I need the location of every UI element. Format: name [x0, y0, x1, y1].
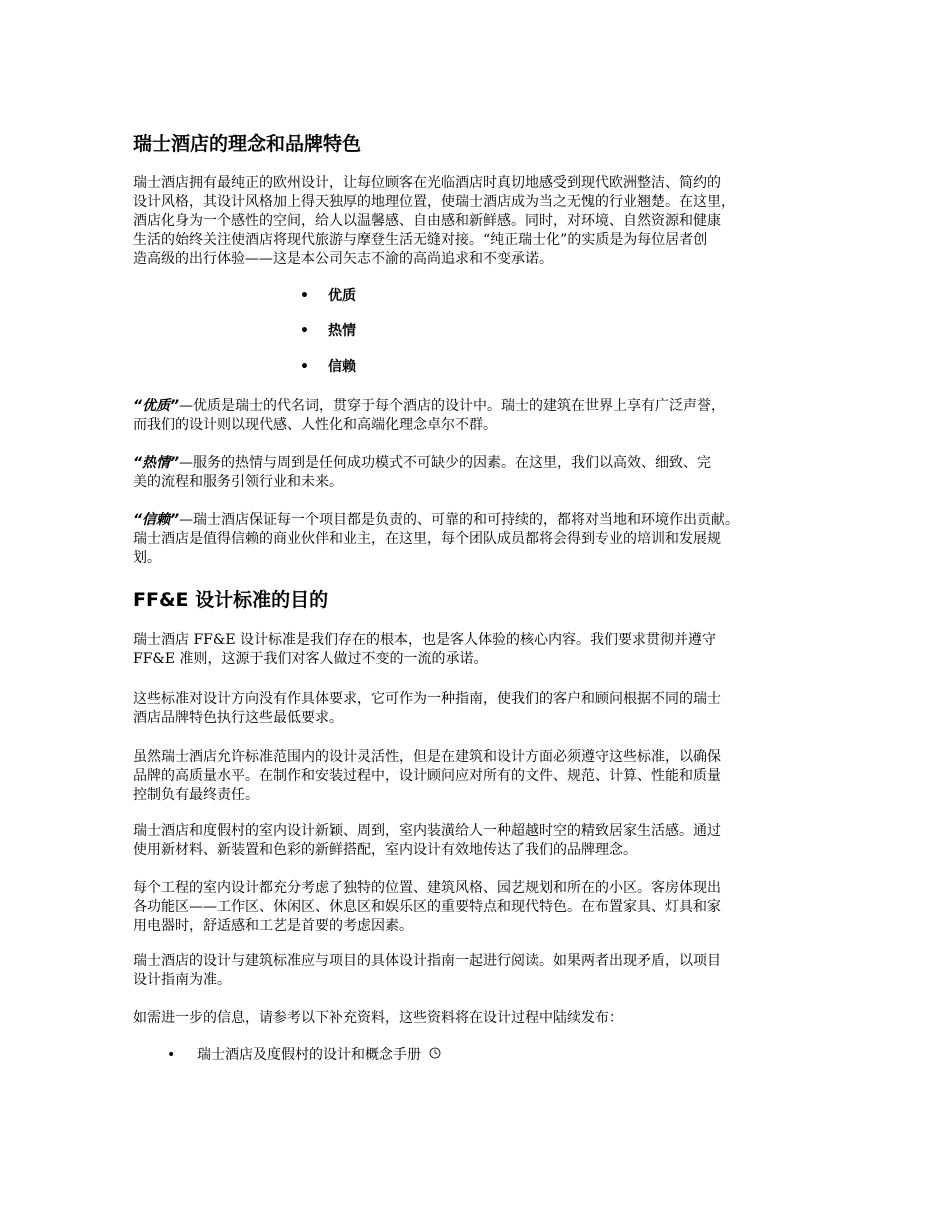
bullet-dot: • — [300, 288, 309, 304]
bullet-item — [300, 321, 356, 341]
text-line: 划。 — [133, 550, 161, 566]
reference-item[interactable] — [167, 1045, 441, 1065]
body-paragraph — [133, 952, 833, 990]
text-line: 控制负有最终责任。 — [133, 787, 259, 803]
value-lead: “优质” — [133, 398, 180, 414]
bullet-item — [300, 286, 356, 306]
section-title-ffe: FF&E 设计标准的目的 — [133, 589, 329, 611]
bullet-dot: • — [167, 1047, 176, 1063]
text-line: 设计指南为准。 — [133, 972, 231, 988]
body-paragraph — [133, 822, 833, 860]
value-paragraph-trust — [133, 511, 833, 568]
text-line: 而我们的设计则以现代感、人性化和高端化理念卓尔不群。 — [133, 417, 497, 433]
body-paragraph — [133, 631, 833, 669]
body-paragraph — [133, 748, 833, 805]
section-title-brand: 瑞士酒店的理念和品牌特色 — [133, 133, 362, 155]
text-line — [133, 511, 833, 530]
intro-paragraph — [133, 174, 833, 269]
body-paragraph — [133, 690, 833, 728]
bullet-label: 优质 — [328, 288, 356, 304]
text-line — [133, 454, 833, 473]
value-lead: “信赖” — [133, 512, 180, 528]
value-text: —瑞士酒店保证每一个项目都是负责的、可靠的和可持续的，都将对当地和环境作出贡献。 — [179, 512, 740, 528]
text-line: 使用新材料、新装置和色彩的新鲜搭配，室内设计有效地传达了我们的品牌理念。 — [133, 842, 637, 858]
text-line: 虽然瑞士酒店允许标准范围内的设计灵活性，但是在建筑和设计方面必须遵守这些标准，以确保 — [133, 749, 721, 765]
text-line: 每个工程的室内设计都充分考虑了独特的位置、建筑风格、园艺规划和所在的小区。客房体现出 — [133, 880, 721, 896]
value-paragraph-quality — [133, 397, 833, 435]
text-line: 如需进一步的信息，请参考以下补充资料，这些资料将在设计过程中陆续发布： — [133, 1010, 623, 1026]
text-line: 酒店化身为一个感性的空间，给人以温馨感、自由感和新鲜感。同时，对环境、自然资源和健康 — [133, 213, 721, 229]
text-line: 瑞士酒店 FF&E 设计标准是我们存在的根本，也是客人体验的核心内容。我们要求贯彻并遵守 — [133, 632, 717, 648]
text-line: 品牌的高质量水平。在制作和安装过程中，设计顾问应对所有的文件、规范、计算、性能和质量 — [133, 768, 721, 784]
text-line: 瑞士酒店拥有最纯正的欧州设计，让每位顾客在光临酒店时真切地感受到现代欧洲整洁、简约的 — [133, 175, 721, 191]
bullet-dot: • — [300, 359, 309, 375]
text-line: 生活的始终关注使酒店将现代旅游与摩登生活无缝对接。“纯正瑞士化”的实质是为每位居者创 — [133, 232, 708, 248]
text-line: 设计风格，其设计风格加上得天独厚的地理位置，使瑞士酒店成为当之无愧的行业翘楚。在这里， — [133, 194, 735, 210]
text-line: 瑞士酒店和度假村的室内设计新颖、周到，室内装潢给人一种超越时空的精致居家生活感。通过 — [133, 823, 721, 839]
bullet-label: 热情 — [328, 323, 356, 339]
body-paragraph — [133, 1009, 833, 1028]
text-line: FF&E 准则，这源于我们对客人做过不变的一流的承诺。 — [133, 651, 488, 667]
text-line: 瑞士酒店的设计与建筑标准应与项目的具体设计指南一起进行阅读。如果两者出现矛盾，以项目 — [133, 953, 721, 969]
text-line: 瑞士酒店是值得信赖的商业伙伴和业主，在这里，每个团队成员都将会得到专业的培训和发展规 — [133, 531, 721, 547]
body-paragraph — [133, 879, 833, 936]
value-paragraph-warmth — [133, 454, 833, 492]
text-line — [133, 397, 833, 416]
text-line: 这些标准对设计方向没有作具体要求，它可作为一种指南，使我们的客户和顾问根据不同的瑞士 — [133, 691, 721, 707]
text-line: 各功能区——工作区、休闲区、休息区和娱乐区的重要特点和现代特色。在布置家具、灯具和家 — [133, 899, 721, 915]
text-line: 酒店品牌特色执行这些最低要求。 — [133, 710, 343, 726]
clock-icon — [429, 1045, 441, 1065]
text-line: 造高级的出行体验——这是本公司矢志不渝的高尚追求和不变承诺。 — [133, 251, 553, 267]
reference-link[interactable]: 瑞士酒店及度假村的设计和概念手册 — [197, 1047, 421, 1063]
value-text: —优质是瑞士的代名词，贯穿于每个酒店的设计中。瑞士的建筑在世界上享有广泛声誉， — [179, 398, 726, 414]
value-text: —服务的热情与周到是任何成功模式不可缺少的因素。在这里，我们以高效、细致、完 — [179, 455, 712, 471]
value-lead: “热情” — [133, 455, 180, 471]
text-line: 用电器时，舒适感和工艺是首要的考虑因素。 — [133, 918, 413, 934]
bullet-label: 信赖 — [328, 359, 356, 375]
text-line: 美的流程和服务引领行业和未来。 — [133, 474, 343, 490]
bullet-item — [300, 357, 356, 377]
bullet-dot: • — [300, 323, 309, 339]
